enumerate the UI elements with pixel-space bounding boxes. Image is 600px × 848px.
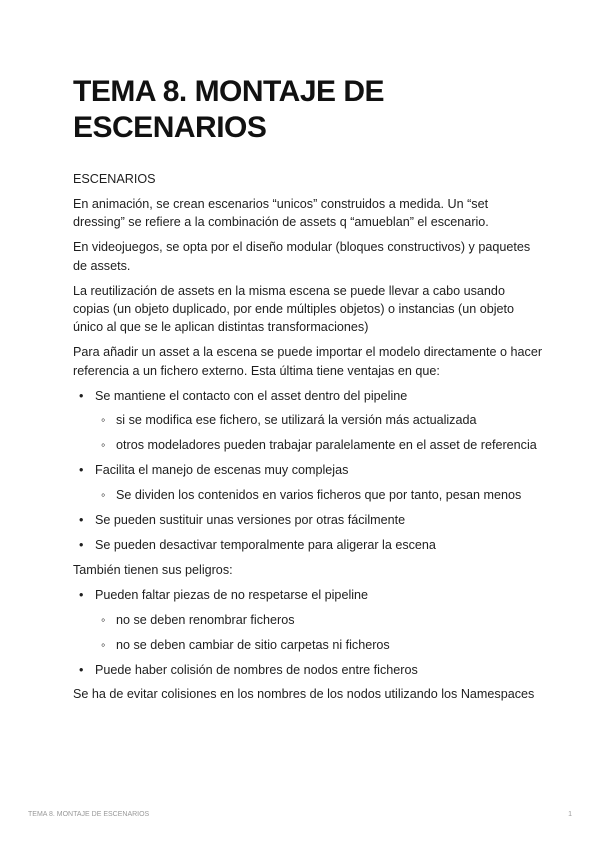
list-item xyxy=(73,461,543,504)
sub-list-item: ◦ Se dividen los contenidos en varios ficheros que por tanto, pesan menos xyxy=(95,486,543,504)
document-body xyxy=(73,170,543,710)
list-item-text: Facilita el manejo de escenas muy complejas xyxy=(95,463,349,478)
section-heading: ESCENARIOS xyxy=(73,172,156,186)
page-title: TEMA 8. MONTAJE DE ESCENARIOS xyxy=(73,75,385,144)
sub-list xyxy=(95,611,543,654)
footer-title: TEMA 8. MONTAJE DE ESCENARIOS xyxy=(28,811,150,818)
paragraph: En animación, se crean escenarios “unicos” construidos a medida. Un “set dressing” se refiere a la combinación de assets q “amueblan” el escenario. xyxy=(73,196,489,230)
list-item: • Puede haber colisión de nombres de nodos entre ficheros xyxy=(73,661,543,679)
list-item xyxy=(73,586,543,654)
list-item-text: Pueden faltar piezas de no respetarse el pipeline xyxy=(95,587,369,602)
list-item xyxy=(73,387,543,455)
list-item-text: Se mantiene el contacto con el asset dentro del pipeline xyxy=(95,388,408,403)
paragraph: En videojuegos, se opta por el diseño modular (bloques constructivos) y paquetes de assets. xyxy=(73,240,531,273)
paragraph: Para añadir un asset a la escena se puede importar el modelo directamente o hacer referencia a un fichero externo. Esta última tiene ventajas en que: xyxy=(73,345,543,378)
paragraph: También tienen sus peligros: xyxy=(73,562,233,577)
sub-list-item: ◦ otros modeladores pueden trabajar paralelamente en el asset de referencia xyxy=(95,436,543,454)
page-footer xyxy=(28,811,572,818)
dangers-list xyxy=(73,586,543,679)
advantages-list xyxy=(73,387,543,555)
sub-list-item: ◦ si se modifica ese fichero, se utilizará la versión más actualizada xyxy=(95,411,543,429)
list-item: • Se pueden desactivar temporalmente para aligerar la escena xyxy=(73,536,543,554)
sub-list-item: ◦ no se deben renombrar ficheros xyxy=(95,611,543,629)
paragraph: La reutilización de assets en la misma escena se puede llevar a cabo usando copias (un objeto duplicado, por ende múltiples objetos) o instancias (un objeto único al que se le aplican distintas transformaciones) xyxy=(73,283,515,335)
sub-list-item: ◦ no se deben cambiar de sitio carpetas ni ficheros xyxy=(95,636,543,654)
paragraph: Se ha de evitar colisiones en los nombres de los nodos utilizando los Namespaces xyxy=(73,687,535,702)
list-item: • Se pueden sustituir unas versiones por otras fácilmente xyxy=(73,511,543,529)
sub-list xyxy=(95,486,543,504)
sub-list xyxy=(95,411,543,454)
page-number: 1 xyxy=(568,811,572,818)
